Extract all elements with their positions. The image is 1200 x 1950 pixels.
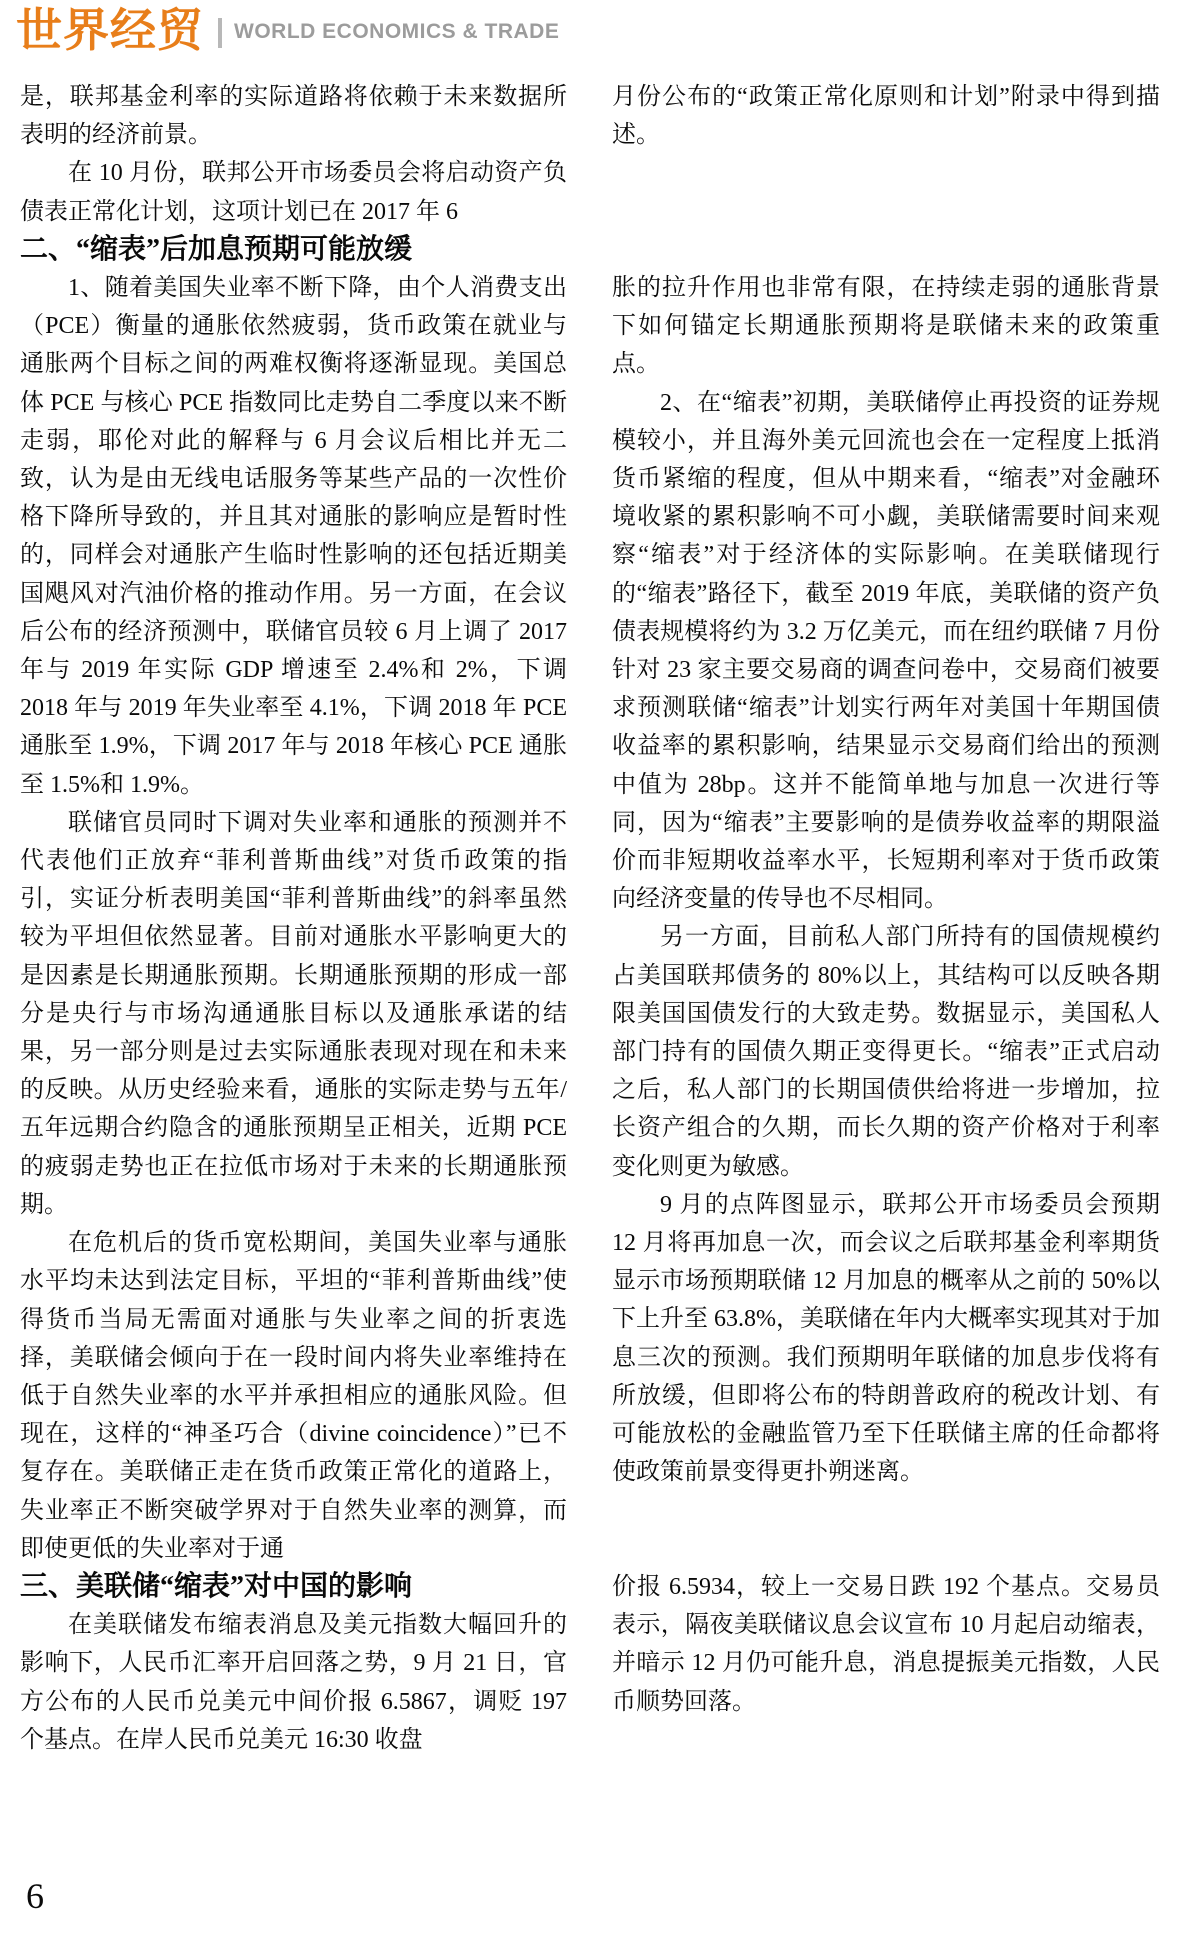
body-paragraph: 2、在“缩表”初期，美联储停止再投资的证券规模较小，并且海外美元回流也会在一定程度上抵消货币紧缩的程度，但从中期来看，“缩表”对金融环境收紧的累积影响不可小觑，美联储需要时间来观察“缩表”对于经济体的实际影响。在美联储现行的“缩表”路径下，截至 2019 年底，美联储的资产负债表规模将约为 3.2 万亿美元，而在纽约联储 7 月份针对 23 家主要交易商的调查问卷中，交易商们被要求预测联储“缩表”计划实行两年对美国十年期国债收益率的累积影响，结果显示交易商们给出的预测中值为 28bp。这并不能简单地与加息一次进行等同，因为“缩表”主要影响的是债券收益率的期限溢价而非短期收益率水平，长短期利率对于货币政策向经济变量的传导也不尽相同。 xyxy=(612,389,1160,913)
body-paragraph: 9 月的点阵图显示，联邦公开市场委员会预期 12 月将再加息一次，而会议之后联邦基金利率期货显示市场预期联储 12 月加息的概率从之前的 50%以下上升至 63.8%，美联储在年内大概率实现其对于加息三次的预测。我们预期明年联储的加息步伐将有所放缓，但即将公布的特朗普政府的税改计划、有可能放松的金融监管乃至下任联储主席的任命都将使政策前景变得更扑朔迷离。 xyxy=(612,1191,1160,1486)
column-gap xyxy=(612,154,1160,269)
body-paragraph: 价报 6.5934，较上一交易日跌 192 个基点。交易员表示，隔夜美联储议息会议宣布 10 月起启动缩表，并暗示 12 月仍可能升息，消息提振美元指数，人民币顺势回落。 xyxy=(612,1573,1160,1715)
body-paragraph: 另一方面，目前私人部门所持有的国债规模约占美国联邦债务的 80%以上，其结构可以反映各期限美国国债发行的大致走势。数据显示，美国私人部门持有的国债久期正变得更长。“缩表”正式启动之后，私人部门的长期国债供给将进一步增加，拉长资产组合的久期，而长久期的资产价格对于利率变化则更为敏感。 xyxy=(612,924,1160,1180)
body-paragraph: 联储官员同时下调对失业率和通胀的预测并不代表他们正放弃“菲利普斯曲线”对货币政策的指引，实证分析表明美国“菲利普斯曲线”的斜率虽然较为平坦但依然显著。目前对通胀水平影响更大的是因素是长期通胀预期。长期通胀预期的形成一部分是央行与市场沟通通胀目标以及通胀承诺的结果，另一部分则是过去实际通胀表现对现在和未来的反映。从历史经验来看，通胀的实际走势与五年/五年远期合约隐含的通胀预期呈正相关，近期 PCE 的疲弱走势也正在拉低市场对于未来的长期通胀预期。 xyxy=(20,809,567,1218)
column-gap xyxy=(612,1492,1160,1568)
masthead-divider xyxy=(218,18,222,48)
body-paragraph: 胀的拉升作用也非常有限，在持续走弱的通胀背景下如何锚定长期通胀预期将是联储未来的政策重点。 xyxy=(612,275,1160,378)
page-number: 6 xyxy=(26,1876,44,1916)
masthead-title-en: WORLD ECONOMICS & TRADE xyxy=(234,20,560,43)
masthead-title-cn: 世界经贸 xyxy=(16,4,204,56)
body-paragraph: 1、随着美国失业率不断下降，由个人消费支出（PCE）衡量的通胀依然疲弱，货币政策在就业与通胀两个目标之间的两难权衡将逐渐显现。美国总体 PCE 与核心 PCE 指数同比走势自二季度以来不断走弱，耶伦对此的解释与 6 月会议后相比并无二致，认为是由无线电话服务等某些产品的一次性价格下降所导致的，并且其对通胀的影响应是暂时性的，同样会对通胀产生临时性影响的还包括近期美国飓风对汽油价格的推动作用。另一方面，在会议后公布的经济预测中，联储官员较 6 月上调了 2017 年与 2019 年实际 GDP 增速至 2.4%和 2%，下调 2018 年与 2019 年失业率至 4.1%，下调 2018 年 PCE 通胀至 1.9%，下调 2017 年与 2018 年核心 PCE 通胀至 1.5%和 1.9%。 xyxy=(20,275,567,798)
masthead xyxy=(16,4,559,56)
body-paragraph: 在美联储发布缩表消息及美元指数大幅回升的影响下，人民币汇率开启回落之势，9 月 21 日，官方公布的人民币兑美元中间价报 6.5867，调贬 197 个基点。在岸人民币兑美元 16:30 收盘 xyxy=(20,1612,567,1753)
body-paragraph: 是，联邦基金利率的实际道路将依赖于未来数据所表明的经济前景。 xyxy=(20,84,567,149)
section-heading-3: 三、美联储“缩表”对中国的影响 xyxy=(20,1570,413,1602)
left-column xyxy=(20,78,567,1759)
body-paragraph: 在危机后的货币宽松期间，美国失业率与通胀水平均未达到法定目标，平坦的“菲利普斯曲线”使得货币当局无需面对通胀与失业率之间的折衷选择，美联储会倾向于在一段时间内将失业率维持在低于自然失业率的水平并承担相应的通胀风险。但现在，这样的“神圣巧合（divine coincidence）”已不复存在。美联储正走在货币政策正常化的道路上，失业率正不断突破学界对于自然失业率的测算，而即使更低的失业率对于通 xyxy=(20,1230,567,1562)
body-paragraph: 月份公布的“政策正常化原则和计划”附录中得到描述。 xyxy=(612,84,1160,149)
section-heading-2: 二、“缩表”后加息预期可能放缓 xyxy=(20,233,413,265)
body-paragraph: 在 10 月份，联邦公开市场委员会将启动资产负债表正常化计划，这项计划已在 2017 年 6 xyxy=(20,160,567,225)
right-column xyxy=(612,78,1160,1721)
